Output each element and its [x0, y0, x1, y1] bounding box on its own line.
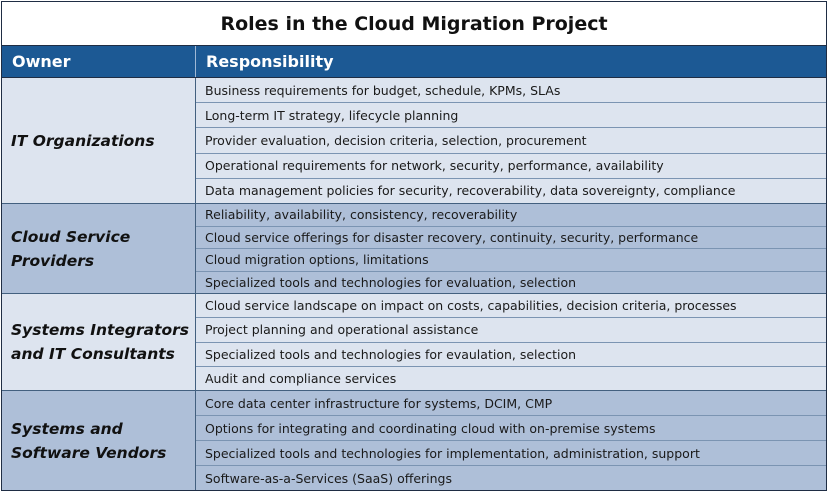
responsibility-row: Options for integrating and coordinating cloud with on-premise systems [196, 416, 826, 441]
responsibility-row: Data management policies for security, recoverability, data sovereignty, compliance [196, 179, 826, 203]
responsibility-list [196, 78, 826, 203]
responsibility-row: Core data center infrastructure for systems, DCIM, CMP [196, 391, 826, 416]
owner-label-line: IT Organizations [11, 131, 155, 150]
responsibility-row: Long-term IT strategy, lifecycle planning [196, 103, 826, 128]
responsibility-row: Reliability, availability, consistency, recoverability [196, 204, 826, 227]
responsibility-row: Cloud migration options, limitations [196, 249, 826, 272]
responsibility-row: Audit and compliance services [196, 367, 826, 390]
group-systems-software-vendors [2, 391, 826, 490]
group-it-organizations [2, 78, 826, 204]
responsibility-row: Project planning and operational assistance [196, 318, 826, 342]
owner-cell [2, 294, 196, 390]
responsibility-row: Cloud service offerings for disaster recovery, continuity, security, performance [196, 227, 826, 250]
responsibility-row: Cloud service landscape on impact on costs, capabilities, decision criteria, processes [196, 294, 826, 318]
owner-cell [2, 78, 196, 203]
responsibility-row: Specialized tools and technologies for implementation, administration, support [196, 441, 826, 466]
group-systems-integrators [2, 294, 826, 391]
responsibility-list [196, 294, 826, 390]
table-title: Roles in the Cloud Migration Project [2, 2, 826, 46]
responsibility-row: Specialized tools and technologies for evaulation, selection [196, 343, 826, 367]
owner-label-line: and IT Consultants [11, 345, 175, 363]
group-cloud-service-providers [2, 204, 826, 294]
owner-label-line: Providers [11, 251, 95, 270]
owner-label-line: Systems Integrators [11, 321, 190, 339]
responsibility-list [196, 391, 826, 490]
responsibility-row: Specialized tools and technologies for evaluation, selection [196, 272, 826, 294]
responsibility-row: Provider evaluation, decision criteria, selection, procurement [196, 128, 826, 153]
responsibility-row: Software-as-a-Services (SaaS) offerings [196, 466, 826, 490]
owner-column-header: Owner [2, 46, 196, 77]
table-header [2, 46, 826, 78]
roles-table [1, 1, 827, 491]
owner-label-line: Cloud Service [11, 227, 131, 246]
owner-label-line: Systems and [11, 419, 123, 438]
owner-cell [2, 204, 196, 293]
responsibility-row: Business requirements for budget, schedule, KPMs, SLAs [196, 78, 826, 103]
responsibility-row: Operational requirements for network, security, performance, availability [196, 154, 826, 179]
responsibility-list [196, 204, 826, 293]
responsibility-column-header: Responsibility [206, 52, 334, 71]
owner-label-line: Software Vendors [11, 443, 167, 462]
owner-cell [2, 391, 196, 490]
